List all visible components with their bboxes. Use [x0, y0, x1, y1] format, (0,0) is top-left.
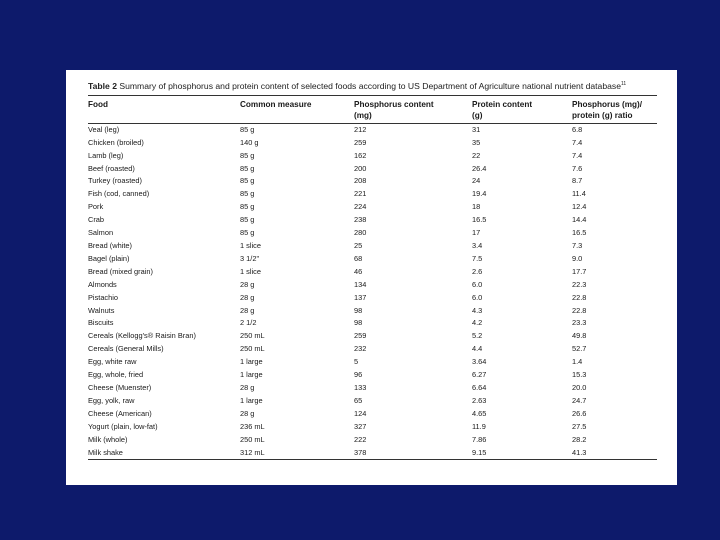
ratio-cell: 26.6 — [572, 408, 587, 418]
phosphorus-cell: 65 — [354, 395, 363, 405]
measure-cell: 250 mL — [240, 331, 265, 341]
table-row — [88, 266, 657, 279]
ratio-cell: 24.7 — [572, 395, 587, 405]
ratio-cell: 7.4 — [572, 150, 583, 160]
measure-cell: 85 g — [240, 176, 255, 186]
phosphorus-cell: 134 — [354, 279, 367, 289]
phosphorus-cell: 208 — [354, 176, 367, 186]
protein-cell: 6.27 — [472, 370, 487, 380]
food-cell: Salmon — [88, 228, 114, 238]
ratio-cell: 6.8 — [572, 124, 583, 134]
food-cell: Pistachio — [88, 292, 118, 302]
protein-cell: 7.86 — [472, 434, 487, 444]
protein-cell: 5.2 — [472, 331, 483, 341]
phosphorus-cell: 222 — [354, 434, 367, 444]
ratio-cell: 7.4 — [572, 137, 583, 147]
phosphorus-cell: 232 — [354, 344, 367, 354]
food-cell: Walnuts — [88, 305, 115, 315]
header-common-measure: Common measure — [240, 99, 312, 109]
ratio-cell: 49.8 — [572, 331, 587, 341]
phosphorus-cell: 238 — [354, 215, 367, 225]
ratio-cell: 1.4 — [572, 357, 583, 367]
protein-cell: 7.5 — [472, 253, 483, 263]
protein-cell: 17 — [472, 228, 481, 238]
protein-cell: 35 — [472, 137, 481, 147]
table-row — [88, 279, 657, 292]
food-cell: Bagel (plain) — [88, 253, 130, 263]
food-cell: Veal (leg) — [88, 124, 120, 134]
protein-cell: 3.4 — [472, 241, 483, 251]
phosphorus-cell: 46 — [354, 266, 363, 276]
nutrient-table — [88, 95, 657, 461]
phosphorus-cell: 133 — [354, 382, 367, 392]
table-row — [88, 150, 657, 163]
ratio-cell: 16.5 — [572, 228, 587, 238]
measure-cell: 1 large — [240, 370, 263, 380]
measure-cell: 1 large — [240, 357, 263, 367]
measure-cell: 1 slice — [240, 266, 261, 276]
ratio-cell: 27.5 — [572, 421, 587, 431]
phosphorus-cell: 137 — [354, 292, 367, 302]
phosphorus-cell: 124 — [354, 408, 367, 418]
measure-cell: 312 mL — [240, 447, 265, 457]
food-cell: Beef (roasted) — [88, 163, 135, 173]
header-phosphorus-content: Phosphorus content (mg) — [354, 99, 434, 120]
food-cell: Egg, white raw — [88, 357, 137, 367]
ratio-cell: 14.4 — [572, 215, 587, 225]
food-cell: Milk (whole) — [88, 434, 128, 444]
table-row — [88, 343, 657, 356]
food-cell: Egg, whole, fried — [88, 370, 144, 380]
food-cell: Bread (white) — [88, 241, 132, 251]
protein-cell: 6.0 — [472, 292, 483, 302]
measure-cell: 250 mL — [240, 344, 265, 354]
measure-cell: 85 g — [240, 215, 255, 225]
table-row — [88, 240, 657, 253]
measure-cell: 3 1/2" — [240, 253, 260, 263]
table-row — [88, 434, 657, 447]
header-phosphorus-protein-ratio: Phosphorus (mg)/ protein (g) ratio — [572, 99, 643, 120]
protein-cell: 2.6 — [472, 266, 483, 276]
food-cell: Cereals (General Mills) — [88, 344, 164, 354]
phosphorus-cell: 200 — [354, 163, 367, 173]
phosphorus-cell: 327 — [354, 421, 367, 431]
ratio-cell: 23.3 — [572, 318, 587, 328]
food-cell: Chicken (broiled) — [88, 137, 144, 147]
phosphorus-cell: 259 — [354, 331, 367, 341]
table-caption-text: Summary of phosphorus and protein content of selected foods according to US Department of Agriculture national nutrient database — [119, 80, 621, 91]
ratio-cell: 22.3 — [572, 279, 587, 289]
ratio-cell: 17.7 — [572, 266, 587, 276]
measure-cell: 28 g — [240, 408, 255, 418]
protein-cell: 6.64 — [472, 382, 487, 392]
table-caption — [88, 78, 657, 92]
protein-cell: 4.3 — [472, 305, 483, 315]
measure-cell: 85 g — [240, 202, 255, 212]
food-cell: Yogurt (plain, low-fat) — [88, 421, 158, 431]
phosphorus-cell: 98 — [354, 305, 363, 315]
phosphorus-cell: 224 — [354, 202, 367, 212]
table-row — [88, 330, 657, 343]
table-row — [88, 137, 657, 150]
ratio-cell: 7.6 — [572, 163, 583, 173]
table-row — [88, 305, 657, 318]
ratio-cell: 22.8 — [572, 305, 587, 315]
measure-cell: 85 g — [240, 189, 255, 199]
table-caption-ref: 11 — [620, 81, 627, 87]
ratio-cell: 28.2 — [572, 434, 587, 444]
protein-cell: 2.63 — [472, 395, 487, 405]
measure-cell: 140 g — [240, 137, 259, 147]
food-cell: Cheese (Muenster) — [88, 382, 152, 392]
food-cell: Fish (cod, canned) — [88, 189, 150, 199]
protein-cell: 24 — [472, 176, 481, 186]
phosphorus-cell: 212 — [354, 124, 367, 134]
food-cell: Bread (mixed grain) — [88, 266, 153, 276]
protein-cell: 4.2 — [472, 318, 483, 328]
table-caption-label: Table 2 — [88, 80, 117, 91]
protein-cell: 4.65 — [472, 408, 487, 418]
table-body — [88, 123, 657, 460]
header-food: Food — [88, 99, 109, 109]
measure-cell: 85 g — [240, 124, 255, 134]
food-cell: Egg, yolk, raw — [88, 395, 135, 405]
table-row — [88, 253, 657, 266]
table-row — [88, 214, 657, 227]
table-row — [88, 408, 657, 421]
food-cell: Biscuits — [88, 318, 114, 328]
table-row — [88, 292, 657, 305]
table-row — [88, 227, 657, 240]
phosphorus-cell: 280 — [354, 228, 367, 238]
measure-cell: 28 g — [240, 305, 255, 315]
table-row — [88, 175, 657, 188]
table-row — [88, 317, 657, 330]
measure-cell: 28 g — [240, 292, 255, 302]
ratio-cell: 52.7 — [572, 344, 587, 354]
protein-cell: 16.5 — [472, 215, 487, 225]
protein-cell: 19.4 — [472, 189, 487, 199]
protein-cell: 4.4 — [472, 344, 483, 354]
protein-cell: 31 — [472, 124, 481, 134]
food-cell: Milk shake — [88, 447, 123, 457]
ratio-cell: 12.4 — [572, 202, 587, 212]
food-cell: Almonds — [88, 279, 117, 289]
measure-cell: 1 slice — [240, 241, 261, 251]
table-row — [88, 201, 657, 214]
table-row — [88, 395, 657, 408]
table-header-row — [88, 95, 657, 123]
protein-cell: 18 — [472, 202, 481, 212]
ratio-cell: 11.4 — [572, 189, 586, 199]
table-row — [88, 356, 657, 369]
protein-cell: 9.15 — [472, 447, 487, 457]
ratio-cell: 8.7 — [572, 176, 583, 186]
phosphorus-cell: 259 — [354, 137, 367, 147]
protein-cell: 22 — [472, 150, 481, 160]
table-row — [88, 421, 657, 434]
ratio-cell: 7.3 — [572, 241, 583, 251]
ratio-cell: 9.0 — [572, 253, 583, 263]
food-cell: Lamb (leg) — [88, 150, 124, 160]
measure-cell: 28 g — [240, 382, 255, 392]
protein-cell: 3.64 — [472, 357, 487, 367]
table-row — [88, 123, 657, 136]
ratio-cell: 22.8 — [572, 292, 587, 302]
ratio-cell: 20.0 — [572, 382, 587, 392]
protein-cell: 11.9 — [472, 421, 486, 431]
measure-cell: 2 1/2 — [240, 318, 257, 328]
food-cell: Crab — [88, 215, 105, 225]
ratio-cell: 41.3 — [572, 447, 587, 457]
table-row — [88, 382, 657, 395]
measure-cell: 28 g — [240, 279, 255, 289]
food-cell: Turkey (roasted) — [88, 176, 142, 186]
header-protein-content: Protein content (g) — [472, 99, 533, 120]
measure-cell: 236 mL — [240, 421, 265, 431]
ratio-cell: 15.3 — [572, 370, 587, 380]
measure-cell: 1 large — [240, 395, 263, 405]
phosphorus-cell: 25 — [354, 241, 363, 251]
measure-cell: 85 g — [240, 150, 255, 160]
phosphorus-cell: 98 — [354, 318, 363, 328]
phosphorus-cell: 162 — [354, 150, 367, 160]
phosphorus-cell: 96 — [354, 370, 363, 380]
table-row — [88, 369, 657, 382]
table-row — [88, 163, 657, 176]
food-cell: Cereals (Kellogg's® Raisin Bran) — [88, 331, 196, 341]
table-row — [88, 447, 657, 460]
protein-cell: 26.4 — [472, 163, 487, 173]
table-row — [88, 188, 657, 201]
measure-cell: 85 g — [240, 163, 255, 173]
protein-cell: 6.0 — [472, 279, 483, 289]
food-cell: Cheese (American) — [88, 408, 152, 418]
phosphorus-cell: 68 — [354, 253, 363, 263]
measure-cell: 85 g — [240, 228, 255, 238]
food-cell: Pork — [88, 202, 104, 212]
slide-content-panel — [66, 70, 677, 485]
measure-cell: 250 mL — [240, 434, 265, 444]
phosphorus-cell: 5 — [354, 357, 359, 367]
phosphorus-cell: 221 — [354, 189, 367, 199]
phosphorus-cell: 378 — [354, 447, 367, 457]
